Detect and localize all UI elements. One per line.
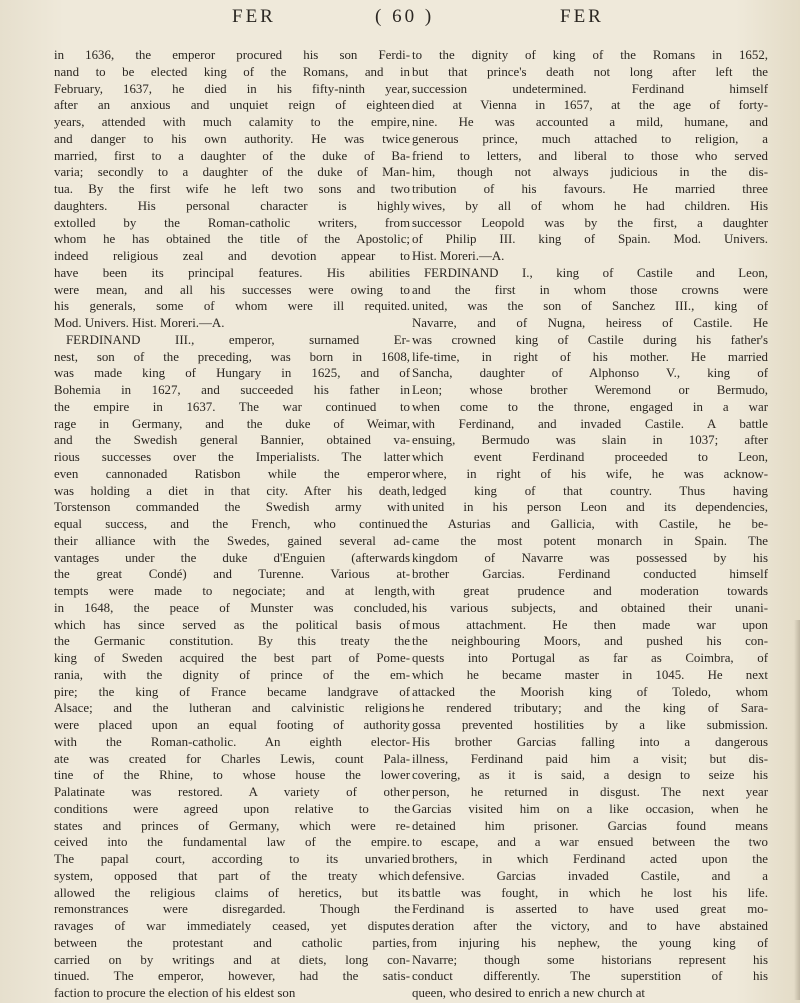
text-line: after an anxious and unquiet reign of eighteen [54, 98, 410, 113]
text-line: ate was created for Charles Lewis, count Pala- [54, 751, 410, 766]
text-line: succession undetermined. Ferdinand himself [412, 81, 768, 96]
text-line: in 1636, the emperor procured his son Ferdi- [54, 48, 410, 62]
header-right-word: FER [560, 6, 604, 27]
text-line: was made king of Hungary in 1625, and of [54, 366, 410, 381]
text-line: wives, by all of whom he had children. His [412, 198, 768, 213]
text-line: and danger to his own authority. He was twice [54, 131, 410, 146]
text-line: remonstrances were disregarded. Though the [54, 902, 410, 917]
text-line: carried on by writings and at diets, long con- [54, 952, 410, 967]
text-line: February, 1637, he died in his fifty-ninth year, [54, 81, 410, 96]
text-line: whom he has obtained the title of the Apostolic; [54, 232, 410, 247]
text-line: which event Ferdinand proceeded to Leon, [412, 450, 768, 464]
text-line: nest, son of the preceding, was born in 1608, [54, 349, 410, 364]
text-line: Bohemia in 1627, and succeeded his father in [54, 383, 410, 397]
text-line: tempts were made to negociate; and at length, [54, 584, 410, 598]
text-line: successor Leopold was by the first, a daughter [412, 215, 768, 230]
header-left-word: FER [232, 6, 276, 27]
text-line: to the dignity of king of the Romans in 1652, [412, 48, 768, 62]
text-line: queen, who desired to enrich a new church at [412, 986, 646, 1000]
text-line: were mean, and all his successes were owing to [54, 282, 410, 297]
text-line: conditions were agreed upon relative to the [54, 801, 410, 816]
text-line: came the most potent monarch in Spain. The [412, 533, 768, 548]
text-line: person, he returned in disgust. The next year [412, 785, 768, 799]
text-line: daughters. His personal character is highly [54, 198, 410, 213]
text-line: allowed the religious claims of heretics, but its [54, 885, 410, 900]
text-line: his generals, some of whom were ill requited. [54, 299, 410, 314]
text-line: states and princes of Germany, which were re- [54, 818, 410, 833]
text-line: him, though not always judicious in the dis- [412, 165, 768, 180]
text-line: the great Condé) and Turenne. Various at- [54, 567, 410, 582]
text-line: quests into Portugal as far as Coimbra, of [412, 651, 768, 665]
text-line: ceived into the fundamental law of the empire. [54, 835, 410, 850]
text-line: ledged king of that country. Thus having [412, 483, 768, 498]
text-line: tribution of his favours. He married three [412, 182, 768, 196]
text-line: the neighbouring Moors, and pushed his con- [412, 634, 768, 649]
text-line: mous attachment. He then made war upon [412, 617, 768, 632]
text-line: with the Roman-catholic. An eighth elector- [54, 734, 410, 749]
text-line: between the protestant and catholic parties, [54, 935, 410, 950]
text-line: from injuring his nephew, the young king of [412, 935, 768, 950]
text-line: Leon; whose brother Weremond or Bermudo, [412, 383, 768, 397]
text-line: years, attended with much calamity to the empire, [54, 115, 410, 129]
text-line: where, in right of his wife, he was acknow- [412, 466, 768, 481]
left-text-column [54, 47, 410, 1002]
running-header [0, 6, 800, 36]
text-line: life-time, in right of his mother. He married [412, 349, 768, 364]
text-line: but that prince's death not long after left the [412, 64, 768, 79]
text-line: brother Garcias. Ferdinand conducted himself [412, 567, 768, 582]
text-line: the empire in 1637. The war continued to [54, 399, 410, 414]
text-line: their alliance with the Swedes, gained several ad- [54, 533, 410, 548]
text-line: and the first in whom those crowns were [412, 282, 768, 297]
text-line: Alsace; and the lutheran and calvinistic religions [54, 701, 410, 716]
text-line: gossa prevented hostilities by a like submission. [412, 718, 768, 732]
text-line: His brother Garcias falling into a dangerous [412, 734, 768, 749]
text-line: rania, with the dignity of prince of the em- [54, 667, 410, 682]
text-line: Palatinate was restored. A variety of other [54, 785, 410, 799]
text-line: even cannonaded Ratisbon while the emperor [54, 466, 410, 481]
text-line: equal success, and the French, who continued [54, 517, 410, 531]
text-line: defensive. Garcias invaded Castile, and a [412, 868, 768, 883]
text-line: FERDINAND I., king of Castile and Leon, [424, 265, 768, 280]
text-line: he rendered tributary; and the king of Sara- [412, 701, 768, 716]
text-line: which he became master in 1045. He next [412, 667, 768, 682]
text-line: tua. By the first wife he left two sons and two [54, 182, 410, 196]
page-edge-shadow [794, 620, 800, 1000]
text-line: kingdom of Navarre was possessed by his [412, 550, 768, 565]
text-line: and the Swedish general Bannier, obtained va- [54, 433, 410, 448]
text-line: extolled by the Roman-catholic writers, from [54, 215, 410, 230]
text-line: rage in Germany, and the duke of Weimar, [54, 416, 410, 431]
text-line: brothers, in which Ferdinand acted upon the [412, 852, 768, 866]
text-line: tine of the Rhine, to whose house the lower [54, 768, 410, 783]
text-line: friend to letters, and liberal to those who served [412, 148, 768, 163]
text-line: the Germanic constitution. By this treaty the [54, 634, 410, 649]
text-line: FERDINAND III., emperor, surnamed Er- [66, 332, 410, 347]
text-line: conduct differently. The superstition of his [412, 969, 768, 984]
text-line: his various subjects, and obtained their unani- [412, 600, 768, 615]
text-line: with Ferdinand, and invaded Castile. A battle [412, 416, 768, 431]
text-line: Ferdinand is asserted to have used great mo- [412, 902, 768, 917]
page-number: ( 60 ) [375, 6, 435, 27]
text-line: attacked the Moorish king of Toledo, whom [412, 684, 768, 699]
text-line: nand to be elected king of the Romans, and in [54, 64, 410, 79]
text-line: in 1648, the peace of Munster was concluded, [54, 600, 410, 615]
text-line: pire; the king of France became landgrave of [54, 684, 410, 699]
text-line: ravages of war immediately ceased, yet disputes [54, 919, 410, 933]
text-line: united, was the son of Sanchez III., king of [412, 299, 768, 314]
text-line: Garcias visited him on a like occasion, when he [412, 801, 768, 816]
text-line: Navarre, and of Nugna, heiress of Castile. He [412, 316, 768, 330]
text-line: deration after the victory, and to have abstained [412, 919, 768, 933]
text-line: ensuing, Bermudo was slain in 1037; after [412, 433, 768, 448]
text-line: married, first to a daughter of the duke of Ba- [54, 148, 410, 163]
text-line: the Asturias and Gallicia, with Castile, he be- [412, 517, 768, 531]
text-line: vantages under the duke d'Enguien (afterwards [54, 550, 410, 565]
text-line: system, opposed that part of the treaty which [54, 868, 410, 883]
text-line: varia; secondly to a daughter of the duke of Man- [54, 165, 410, 180]
text-line: Hist. Moreri.—A. [412, 249, 505, 263]
text-line: died at Vienna in 1657, at the age of forty- [412, 98, 768, 113]
text-line: covering, as it is said, a design to seize his [412, 768, 768, 783]
text-line: Sancha, daughter of Alphonso V., king of [412, 366, 768, 381]
text-line: generous prince, much attached to religion, a [412, 131, 768, 146]
text-line: Navarre; though some historians represent his [412, 952, 768, 967]
text-line: which has since served as the political basis of [54, 617, 410, 632]
text-line: of Philip III. king of Spain. Mod. Univers. [412, 232, 768, 247]
text-line: with great prudence and moderation towards [412, 584, 768, 598]
text-line: faction to procure the election of his eldest son [54, 986, 296, 1000]
text-line: when come to the throne, engaged in a war [412, 399, 768, 414]
text-line: united in his person Leon and its dependencies, [412, 500, 768, 515]
text-line: was crowned king of Castile during his father's [412, 332, 768, 347]
text-line: detained him prisoner. Garcias found means [412, 818, 768, 833]
text-line: tinued. The emperor, however, had the satis- [54, 969, 410, 984]
text-line: indeed religious zeal and devotion appear to [54, 249, 410, 263]
text-line: was holding a diet in that city. After his death, [54, 483, 410, 498]
text-line: Torstenson commanded the Swedish army with [54, 500, 410, 515]
text-line: rious successes over the Imperialists. The latter [54, 450, 410, 464]
text-line: to escape, and a war ensued between the two [412, 835, 768, 850]
text-line: battle was fought, in which he lost his life. [412, 885, 768, 900]
text-line: have been its principal features. His abilities [54, 265, 410, 280]
text-line: nine. He was accounted a mild, humane, and [412, 115, 768, 129]
text-line: Mod. Univers. Hist. Moreri.—A. [54, 316, 225, 330]
text-line: illness, Ferdinand paid him a visit; but dis- [412, 751, 768, 766]
right-text-column [412, 47, 768, 1002]
text-line: were placed upon an equal footing of authority [54, 718, 410, 732]
text-line: king of Sweden acquired the best part of Pome- [54, 651, 410, 665]
text-line: The papal court, according to its unvaried [54, 852, 410, 866]
